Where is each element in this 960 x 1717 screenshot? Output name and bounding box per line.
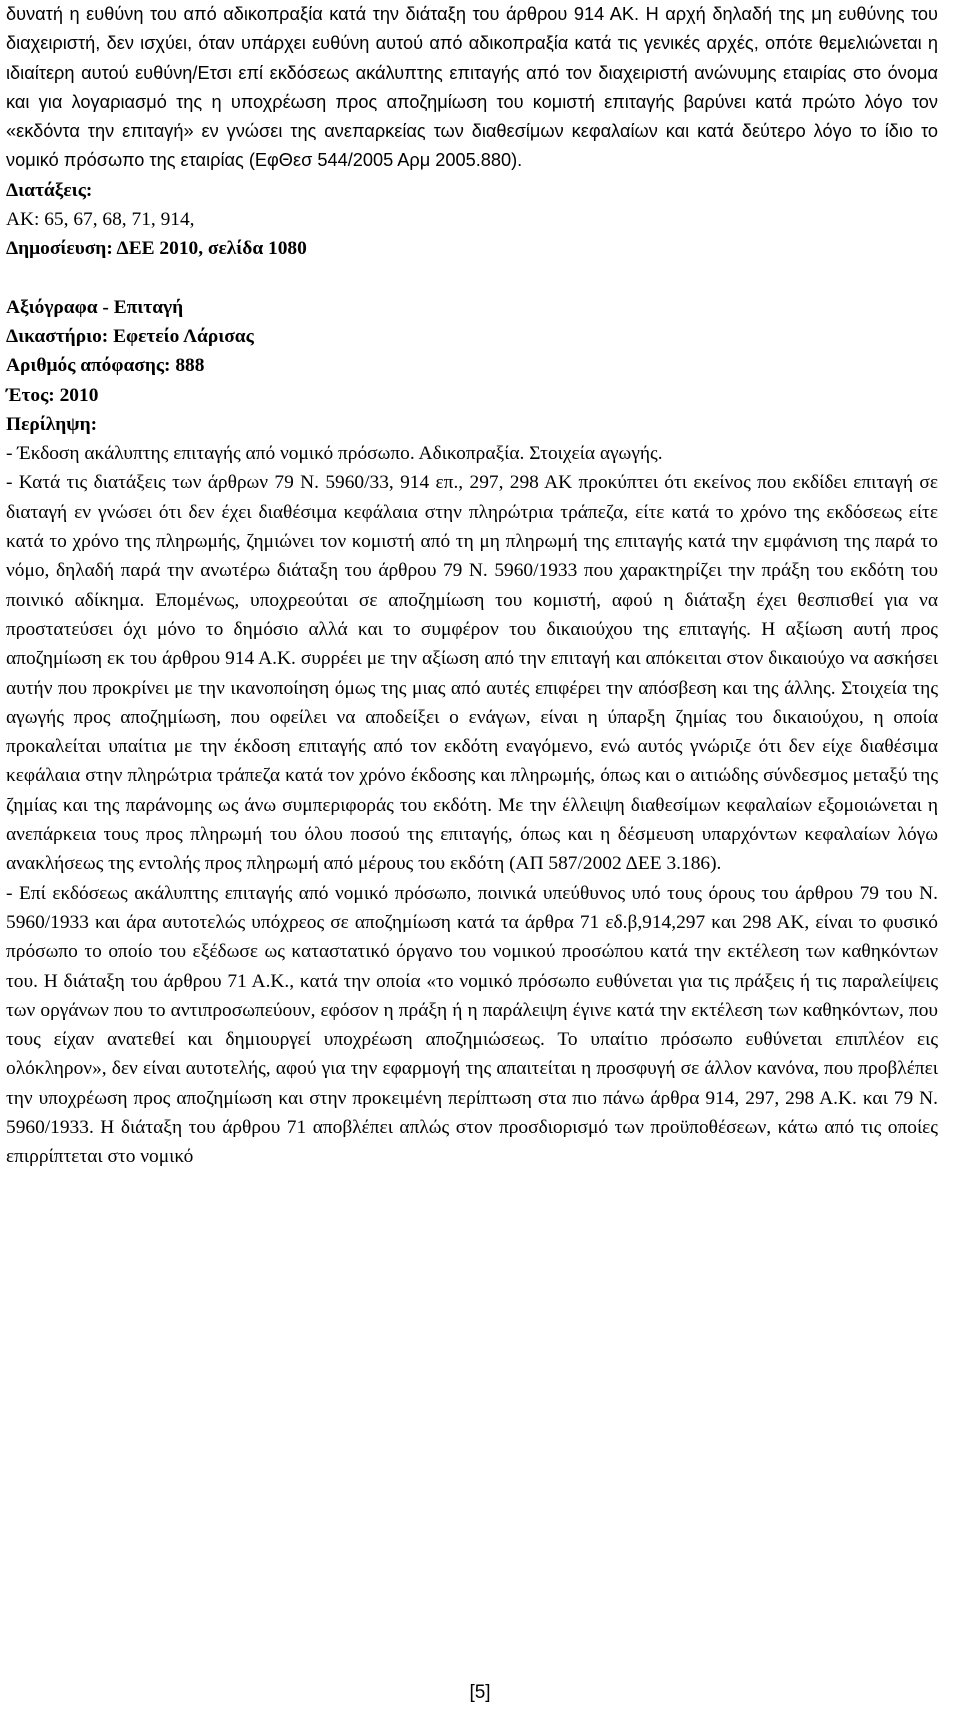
- year-line: Έτος: 2010: [6, 384, 99, 406]
- publication-line: Δημοσίευση: ΔΕΕ 2010, σελίδα 1080: [6, 238, 307, 260]
- court-line: Δικαστήριο: Εφετείο Λάρισας: [6, 325, 254, 347]
- spacer: [6, 264, 938, 293]
- provisions-value: ΑΚ: 65, 67, 68, 71, 914,: [6, 209, 195, 231]
- provisions-label: Διατάξεις:: [6, 179, 93, 201]
- page-number: [5]: [469, 1682, 491, 1703]
- summary-paragraph-1: - Κατά τις διατάξεις των άρθρων 79 Ν. 5960/33, 914 επ., 297, 298 ΑΚ προκύπτει ότι εκείνος που εκδίδει επιταγή σε διαταγή εν γνώσει ότι δεν έχει διαθέσιμα κεφάλαια στην πληρώτρια τράπεζα, είτε κατά το χρόνο της εκδόσεως είτε κατά το χρόνο της πληρωμής, ζημιώνει τον κομιστή από τη μη πληρωμή της επιταγής κατά την εμφάνιση της παρά το νόμο, δηλαδή παρά την ανωτέρω διάταξη του άρθρου 79 Ν. 5960/1933 που χαρακτηρίζει την πράξη του εκδότη του ποινικό αδίκημα. Επομένως, υποχρεούται σε αποζημίωση του κομιστή, αφού η διάταξη έχει θεσπισθεί για να προστατεύσει όχι μόνο το δημόσιο αλλά και το συμφέρον του δικαιούχου της επιταγής. Η αξίωση αυτή προς αποζημίωση εκ του άρθρου 914 Α.Κ. συρρέει με την αξίωση από την επιταγή και απόκειται στον δικαιούχο να ασκήσει αυτήν που προκρίνει με την ικανοποίηση όμως της μιας από αυτές επιφέρει την απόσβεση και της άλλης. Στοιχεία της αγωγής προς αποζημίωση, που οφείλει να αποδείξει ο ενάγων, είναι η ύπαρξη ζημίας του δικαιούχου, η οποία προκαλείται υπαίτια με την έκδοση επιταγής από τον εκδότη εναγόμενο, ενώ αυτός γνώριζε ότι δεν είχε διαθέσιμα κεφάλαια στην πληρώτρια τράπεζα κατά τον χρόνο έκδοσης και πληρωμής, όπως και ο αιτιώδης σύνδεσμος μεταξύ της ζημίας και της παράνομης ως άνω συμπεριφοράς του εκδότη. Με την έλλειψη διαθεσίμων κεφαλαίων εξομοιώνεται η ανεπάρκεια τους προς πληρωμή του όλου ποσού της επιταγής, όπως και η δέσμευση υπαρχόντων κεφαλαίων λόγω ανακλήσεως της εντολής προς πληρωμή από μέρους του εκδότη (ΑΠ 587/2002 ΔΕΕ 3.186).: [6, 472, 938, 875]
- decision-number: Αριθμός απόφασης: 888: [6, 355, 205, 377]
- document-page: [6, 0, 938, 1172]
- summary-paragraph-2: - Επί εκδόσεως ακάλυπτης επιταγής από νομικό πρόσωπο, ποινικά υπεύθυνος υπό τους όρους του άρθρου 79 του Ν. 5960/1933 και άρα αυτοτελώς υπόχρεος σε αποζημίωση κατά τα άρθρα 71 εδ.β,914,297 και 298 ΑΚ, είναι το φυσικό πρόσωπο το οποίο του εξέδωσε ως καταστατικό όργανο του νομικού προσώπου κατά την εκτέλεση των καθηκόντων του. Η διάταξη του άρθρου 71 Α.Κ., κατά την οποία «το νομικό πρόσωπο ευθύνεται για τις πράξεις ή τις παραλείψεις των οργάνων που το αντιπροσωπεύουν, εφόσον η πράξη ή η παράλειψη έγινε κατά την εκτέλεση των καθηκόντων, που τους είχαν ανατεθεί και δημιουργεί υποχρέωση αποζημιώσεως. Το υπαίτιο πρόσωπο ευθύνεται επιπλέον εις ολόκληρον», δεν είναι αυτοτελής, αφού για την εφαρμογή της απαιτείται η προσφυγή σε άλλον κανόνα, που προβλέπει την υποχρέωση προς αποζημίωση και στην προκειμένη περίπτωση στα πιο πάνω άρθρα 914, 297, 298 Α.Κ. και 79 Ν. 5960/1933. Η διάταξη του άρθρου 71 αποβλέπει απλώς στον προσδιορισμό των προϋποθέσεων, κάτω από τις οποίες επιρρίπτεται στο νομικό: [6, 882, 938, 1168]
- case-title: Αξιόγραφα - Επιταγή: [6, 296, 184, 318]
- previous-case-text: δυνατή η ευθύνη του από αδικοπραξία κατά την διάταξη του άρθρου 914 ΑΚ. Η αρχή δηλαδή της μη ευθύνης του διαχειριστή, δεν ισχύει, όταν υπάρχει ευθύνη αυτού από αδικοπραξία κατά τις γενικές αρχές, οπότε θεμελιώνεται η ιδιαίτερη αυτού ευθύνη/Ετσι επί εκδόσεως ακάλυπτης επιταγής από τον διαχειριστή ανώνυμης εταιρίας στο όνομα και για λογαριασμό της η υποχρέωση προς αποζημίωση του κομιστή επιταγής βαρύνει κατά πρώτο λόγο τον «εκδόντα την επιταγή» εν γνώσει της ανεπαρκείας των διαθεσίμων κεφαλαίων και κατά δεύτερο λόγο το ίδιο το νομικό πρόσωπο της εταιρίας (ΕφΘεσ 544/2005 Αρμ 2005.880).: [6, 4, 938, 171]
- summary-first-line: - Έκδοση ακάλυπτης επιταγής από νομικό πρόσωπο. Αδικοπραξία. Στοιχεία αγωγής.: [6, 443, 663, 465]
- summary-label: Περίληψη:: [6, 413, 98, 435]
